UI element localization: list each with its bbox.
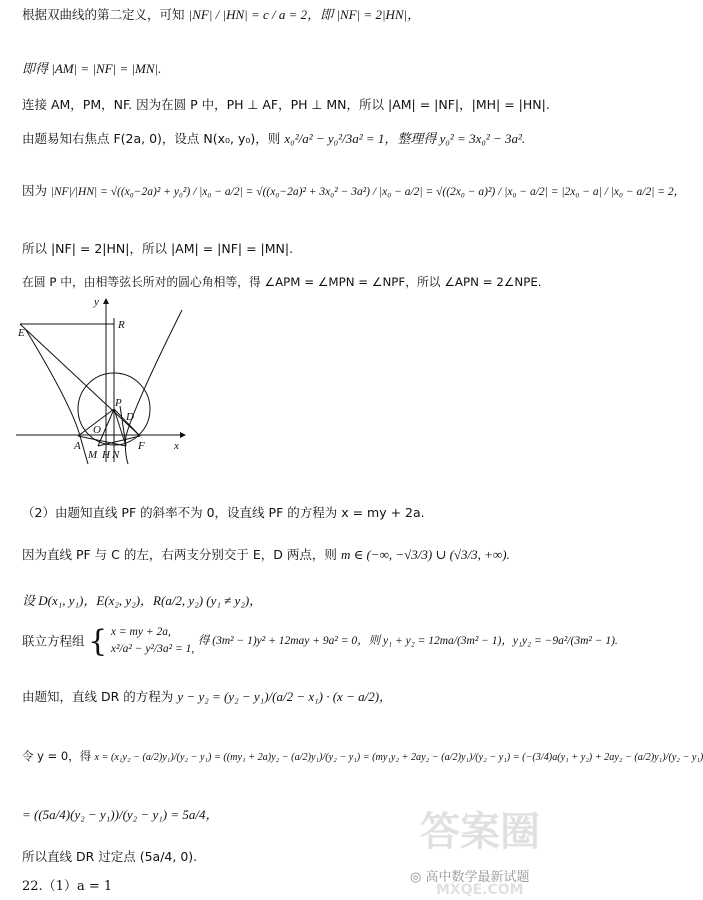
watermark-url-text: MXQE.COM <box>436 882 524 898</box>
text-line-6: 所以 |NF| = 2|HN|，所以 |AM| = |NF| = |MN|. <box>22 241 294 256</box>
line-9-prefix: 因为直线 PF 与 C 的左，右两支分别交于 E，D 两点，则 <box>22 547 337 562</box>
label-d: D <box>126 411 134 423</box>
label-a: A <box>74 440 81 452</box>
line-5-prefix: 因为 <box>22 183 48 198</box>
label-p: P <box>115 397 122 409</box>
system-eq-2: x²/a² − y²/3a² = 1, <box>110 643 195 656</box>
text-line-11 <box>22 624 618 659</box>
label-r: R <box>118 319 125 331</box>
text-line-13 <box>22 750 703 763</box>
line-4-math: x₀²/a² − y₀²/3a² = 1，整理得 y₀² = 3x₀² − 3a². <box>284 131 526 146</box>
line-9-math: m ∈ (−∞, −√3/3) ∪ (√3/3, +∞). <box>340 547 510 562</box>
line-1-prefix: 根据双曲线的第二定义，可知 <box>22 7 185 22</box>
hyperbola-figure <box>14 296 189 466</box>
text-line-2: 即得 |AM| = |NF| = |MN|. <box>22 61 162 76</box>
text-line-1 <box>22 8 420 23</box>
label-n: N <box>112 449 120 461</box>
text-line-9 <box>22 548 510 563</box>
y-axis-arrow-icon <box>103 298 109 304</box>
x-axis-arrow-icon <box>180 432 186 438</box>
watermark-logo-text: 答案圈 <box>420 809 540 855</box>
line-12-prefix: 由题知，直线 DR 的方程为 <box>22 689 174 704</box>
line-12-math: y − y₂ = (y₂ − y₁)/(a/2 − x₁) · (x − a/2)， <box>177 689 393 704</box>
line-4-prefix: 由题易知右焦点 F(2a, 0)，设点 N(x₀, y₀)，则 <box>22 131 281 146</box>
text-line-14: = ((5a/4)(y₂ − y₁))/(y₂ − y₁) = 5a/4， <box>22 807 219 822</box>
line-11-math: 得 (3m² − 1)y² + 12may + 9a² = 0，则 y₁ + y₂ = 12ma/(3m² − 1)，y₁y₂ = −9a²/(3m² − 1). <box>197 634 618 647</box>
label-o: O <box>93 424 101 436</box>
watermark-logo <box>420 800 540 857</box>
watermark-url <box>436 882 524 898</box>
text-line-12 <box>22 690 392 705</box>
system-eq-1: x = my + 2a, <box>110 626 171 638</box>
text-line-3: 连接 AM，PM，NF. 因为在圆 P 中，PH ⊥ AF，PH ⊥ MN，所以 |AM| = |NF|，|MH| = |HN|. <box>22 97 550 112</box>
label-m: M <box>88 449 98 461</box>
line-13-math: x = (x₁y₂ − (a/2)y₁)/(y₂ − y₁) = ((my₁ + 2a)y₂ − (a/2)y₁)/(y₂ − y₁) = (my₁y₂ + 2ay₂ − (a/2)y₁)/(y₂ − y₁) = (−(3/4)a(y₁ + y₂) + 2ay₂ − (a/2)y₁)/(y₂ − y₁) <box>94 752 703 763</box>
equation-system <box>111 624 194 659</box>
line-11-prefix: 联立方程组 <box>22 633 85 649</box>
text-line-4 <box>22 132 525 147</box>
line-5-math: |NF|/|HN| = √((x₀−2a)² + y₀²) / |x₀ − a/2| = √((x₀−2a)² + 3x₀² − 3a²) / |x₀ − a/2| = √((2x₀ − a)²) / |x₀ − a/2| = |2x₀ − a| / |x₀ − a/2| = 2， <box>50 186 686 198</box>
system-brace-icon: { <box>88 623 108 659</box>
text-line-10: 设 D(x₁, y₁)，E(x₂, y₂)，R(a/2, y₂) (y₁ ≠ y₂)， <box>22 593 263 608</box>
label-f: F <box>138 440 145 452</box>
label-x: x <box>174 440 179 452</box>
text-line-7: 在圆 P 中，由相等弦长所对的圆心角相等，得 ∠APM = ∠MPN = ∠NPF，所以 ∠APN = 2∠NPE. <box>22 275 542 289</box>
label-e: E <box>18 327 25 339</box>
label-y: y <box>94 296 99 308</box>
watermark-caption-text: 高中数学最新试题 <box>425 870 530 885</box>
text-line-15: 所以直线 DR 过定点 (5a/4, 0). <box>22 849 198 864</box>
text-line-5 <box>22 184 685 199</box>
label-h: H <box>102 449 110 461</box>
text-line-8: （2）由题知直线 PF 的斜率不为 0，设直线 PF 的方程为 x = my + 2a. <box>22 505 425 520</box>
line-1-math: |NF| / |HN| = c / a = 2，即 |NF| = 2|HN|， <box>188 7 421 22</box>
line-13-prefix: 令 y = 0，得 <box>22 749 92 763</box>
watermark-caption-icon: ◎ <box>410 870 426 885</box>
text-line-16: 22.（1）a = 1 <box>22 879 113 894</box>
